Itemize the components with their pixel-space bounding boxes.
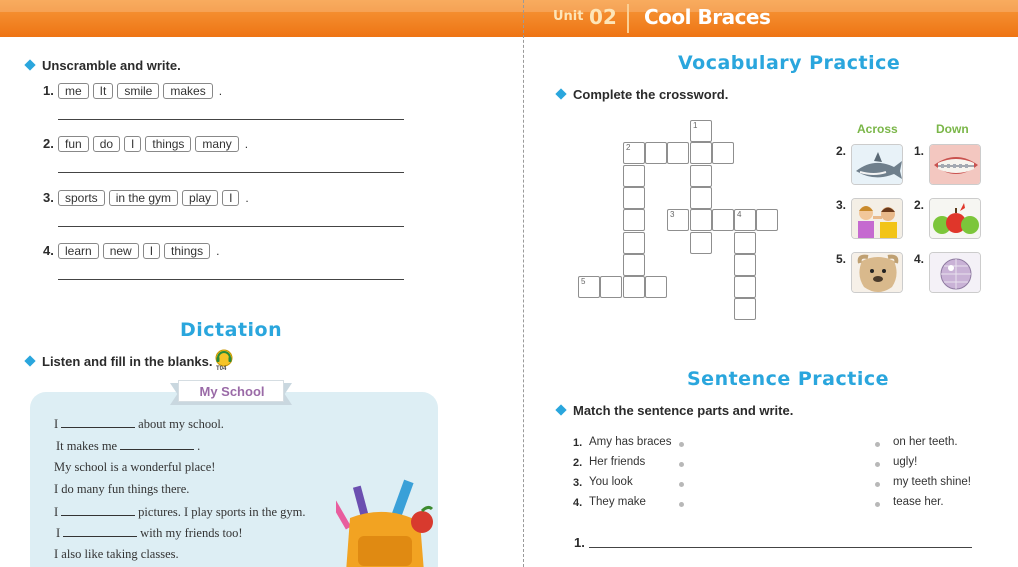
- bullet-icon: [555, 404, 566, 415]
- bullet-icon: [24, 355, 35, 366]
- across-clue-number: 5.: [836, 252, 847, 266]
- crossword-cell[interactable]: [734, 232, 756, 254]
- sentence-end: .: [216, 244, 220, 258]
- crossword-cell[interactable]: [690, 187, 712, 209]
- match-dot-left[interactable]: [679, 482, 684, 487]
- dictation-text-segment: My school is a wonderful place!: [54, 460, 216, 474]
- word-tile: play: [182, 190, 218, 206]
- item-number: 1.: [43, 83, 54, 98]
- word-tile: smile: [117, 83, 159, 99]
- crossword-cell[interactable]: [667, 142, 689, 164]
- crossword-cell[interactable]: [645, 142, 667, 164]
- unit-title: Cool Braces: [644, 5, 771, 29]
- answer-line[interactable]: [58, 226, 404, 227]
- word-tile: in the gym: [109, 190, 178, 206]
- sentence-start: You look: [589, 476, 633, 488]
- match-dot-right[interactable]: [875, 442, 880, 447]
- crossword-cell[interactable]: [756, 209, 778, 231]
- crossword-instruction: Complete the crossword.: [573, 87, 729, 102]
- word-tile: I: [124, 136, 141, 152]
- word-tile: new: [103, 243, 139, 259]
- dictation-instruction: Listen and fill in the blanks.: [42, 354, 213, 369]
- kids-teasing-picture: [851, 198, 903, 239]
- down-heading: Down: [936, 122, 969, 136]
- match-number: 4.: [573, 497, 583, 509]
- header-divider: [627, 4, 629, 33]
- word-tile: things: [145, 136, 191, 152]
- sentence-end: .: [244, 137, 249, 151]
- dictation-line: [56, 525, 243, 541]
- dictation-text-segment: I: [54, 505, 59, 519]
- dictation-text-segment: .: [197, 439, 201, 453]
- down-clue-number: 2.: [914, 198, 925, 212]
- match-number: 2.: [573, 457, 583, 469]
- dictation-text-segment: I: [56, 526, 61, 540]
- crossword-cell[interactable]: [690, 120, 712, 142]
- word-tile: I: [143, 243, 160, 259]
- answer-line[interactable]: [58, 172, 404, 173]
- cell-number: 1: [693, 121, 698, 130]
- scrambled-words: [58, 189, 249, 207]
- sentence-end: .: [245, 191, 249, 205]
- crossword-cell[interactable]: [623, 165, 645, 187]
- word-tile: I: [222, 190, 239, 206]
- word-tile: learn: [58, 243, 99, 259]
- crossword-cell[interactable]: [578, 276, 600, 298]
- match-dot-right[interactable]: [875, 482, 880, 487]
- crossword-cell[interactable]: [734, 276, 756, 298]
- word-tile: fun: [58, 136, 89, 152]
- dictation-line: [54, 460, 215, 475]
- crossword-cell[interactable]: [690, 165, 712, 187]
- dictation-line: [54, 547, 179, 562]
- bullet-icon: [555, 88, 566, 99]
- ugly-dog-picture: [851, 252, 903, 293]
- unit-label: Unit: [553, 9, 584, 24]
- word-tile: do: [93, 136, 120, 152]
- match-number: 3.: [573, 477, 583, 489]
- cell-number: 4: [737, 210, 742, 219]
- sentence-end: tease her.: [893, 496, 944, 508]
- across-heading: Across: [857, 122, 898, 136]
- match-number: 1.: [573, 437, 583, 449]
- match-dot-right[interactable]: [875, 502, 880, 507]
- crossword-cell[interactable]: [623, 232, 645, 254]
- fill-in-blank[interactable]: [63, 525, 137, 537]
- down-clue-number: 4.: [914, 252, 925, 266]
- dictation-text-segment: with my friends too!: [140, 526, 243, 540]
- dictation-line: [54, 416, 224, 432]
- word-tile: sports: [58, 190, 105, 206]
- unit-header-bar: [0, 0, 1018, 37]
- my-school-banner: [170, 379, 292, 405]
- sentence-answer-line[interactable]: [589, 547, 972, 548]
- track-number: T04: [216, 366, 227, 372]
- dictation-text-segment: pictures. I play sports in the gym.: [138, 505, 306, 519]
- match-dot-left[interactable]: [679, 442, 684, 447]
- crossword-cell[interactable]: [623, 209, 645, 231]
- item-number: 2.: [43, 136, 54, 151]
- word-tile: me: [58, 83, 89, 99]
- fill-in-blank[interactable]: [61, 504, 135, 516]
- audio-track-icon[interactable]: [213, 349, 235, 373]
- backpack-illustration: [336, 478, 440, 567]
- unscramble-instruction: Unscramble and write.: [42, 58, 181, 73]
- dictation-line: [56, 438, 200, 454]
- crossword-cell[interactable]: [623, 187, 645, 209]
- match-instruction: Match the sentence parts and write.: [573, 403, 794, 418]
- dictation-text-segment: I also like taking classes.: [54, 547, 179, 561]
- match-dot-left[interactable]: [679, 502, 684, 507]
- crossword-cell[interactable]: [712, 209, 734, 231]
- across-clue-number: 3.: [836, 198, 847, 212]
- crossword-cell[interactable]: [690, 142, 712, 164]
- cell-number: 3: [670, 210, 675, 219]
- crossword-cell[interactable]: [667, 209, 689, 231]
- shark-picture: [851, 144, 903, 185]
- crossword-cell[interactable]: [734, 298, 756, 320]
- word-tile: things: [164, 243, 210, 259]
- cell-number: 5: [581, 277, 586, 286]
- answer-line[interactable]: [58, 119, 404, 120]
- sentence-end: on her teeth.: [893, 436, 958, 448]
- dictation-text-segment: It makes me: [56, 439, 118, 453]
- my-school-title: My School: [199, 384, 265, 399]
- answer-line[interactable]: [58, 279, 404, 280]
- sentence-end: ugly!: [893, 456, 918, 468]
- dictation-title: Dictation: [180, 319, 283, 341]
- crossword-cell[interactable]: [623, 276, 645, 298]
- sentence-end: .: [218, 84, 223, 98]
- down-clue-number: 1.: [914, 144, 925, 158]
- scrambled-words: [58, 242, 219, 260]
- dictation-line: [54, 482, 189, 497]
- scrambled-words: [58, 135, 248, 153]
- dictation-text-segment: about my school.: [138, 417, 224, 431]
- crossword-cell[interactable]: [623, 142, 645, 164]
- dictation-line: [54, 504, 306, 520]
- match-dot-left[interactable]: [679, 462, 684, 467]
- word-tile: It: [93, 83, 114, 99]
- fill-in-blank[interactable]: [61, 416, 135, 428]
- dictation-text-segment: I: [54, 417, 59, 431]
- unit-number: 02: [589, 5, 617, 29]
- bullet-icon: [24, 59, 35, 70]
- answer-number: 1.: [574, 535, 585, 550]
- sentence-start: They make: [589, 496, 646, 508]
- match-dot-right[interactable]: [875, 462, 880, 467]
- crossword-cell[interactable]: [645, 276, 667, 298]
- across-clue-number: 2.: [836, 144, 847, 158]
- apples-picture: [929, 198, 981, 239]
- sentence-end: my teeth shine!: [893, 476, 971, 488]
- fill-in-blank[interactable]: [120, 438, 194, 450]
- braces-teeth-picture: [929, 144, 981, 185]
- crossword-cell[interactable]: [734, 209, 756, 231]
- item-number: 3.: [43, 190, 54, 205]
- vocabulary-practice-title: Vocabulary Practice: [678, 52, 901, 74]
- sentence-practice-title: Sentence Practice: [687, 368, 889, 390]
- sentence-start: Amy has braces: [589, 436, 672, 448]
- crossword-cell[interactable]: [712, 142, 734, 164]
- dictation-text-segment: I do many fun things there.: [54, 482, 190, 496]
- word-tile: makes: [163, 83, 212, 99]
- cell-number: 2: [626, 143, 631, 152]
- scrambled-words: [58, 82, 222, 100]
- item-number: 4.: [43, 243, 54, 258]
- page-divider: [523, 0, 524, 567]
- crossword-cell[interactable]: [734, 254, 756, 276]
- disco-ball-picture: [929, 252, 981, 293]
- crossword-cell[interactable]: [690, 232, 712, 254]
- crossword-cell[interactable]: [623, 254, 645, 276]
- crossword-cell[interactable]: [690, 209, 712, 231]
- word-tile: many: [195, 136, 238, 152]
- crossword-cell[interactable]: [600, 276, 622, 298]
- sentence-start: Her friends: [589, 456, 646, 468]
